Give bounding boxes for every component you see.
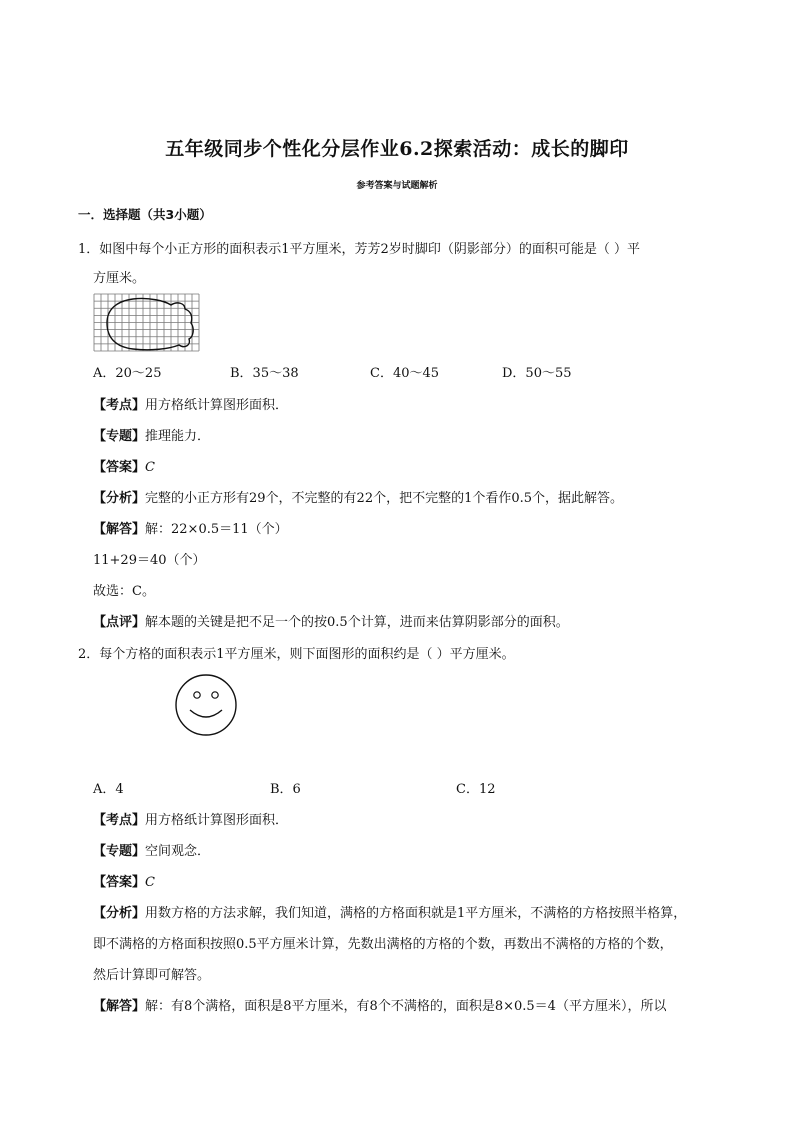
q2-option-a: A．4 (93, 782, 124, 797)
q1-jieda-tag: 【解答】 (93, 522, 146, 537)
page-title: 五年级同步个性化分层作业6.2探索活动：成长的脚印 (165, 138, 629, 160)
q1-dianping-text: 解本题的关键是把不足一个的按0.5个计算，进而来估算阴影部分的面积。 (145, 615, 569, 630)
q2-kaodian (93, 809, 288, 828)
q2-option-b: B．6 (270, 782, 301, 797)
q1-jieda (93, 518, 288, 537)
q1-kaodian-text: 用方格纸计算图形面积． (145, 398, 289, 413)
q2-fenxi-line3: 然后计算即可解答。 (93, 968, 211, 983)
footprint-grid-figure (93, 293, 201, 353)
q2-daan-tag: 【答案】 (93, 875, 146, 890)
q1-jieda-line1: 解：22×0.5＝11（个） (145, 522, 288, 537)
q1-daan-tag: 【答案】 (93, 460, 146, 475)
q2-zhuanti-tag: 【专题】 (93, 844, 146, 859)
q1-dianping (93, 611, 569, 630)
q2-stem: 2．每个方格的面积表示1平方厘米，则下面图形的面积约是（ ）平方厘米。 (78, 647, 515, 662)
q2-option-c: C．12 (456, 782, 496, 797)
q1-fenxi (93, 487, 623, 506)
q1-daan (93, 456, 155, 475)
q2-zhuanti (93, 840, 210, 859)
q1-dianping-tag: 【点评】 (93, 615, 146, 630)
q1-option-d: D．50～55 (502, 366, 572, 381)
q1-fenxi-text: 完整的小正方形有29个，不完整的有22个，把不完整的1个看作0.5个，据此解答。 (145, 491, 624, 506)
q1-zhuanti (93, 425, 210, 444)
q2-jieda-line1: 解：有8个满格，面积是8平方厘米，有8个不满格的，面积是8×0.5＝4（平方厘米），所以 (145, 999, 667, 1014)
q1-stem-line1: 1．如图中每个小正方形的面积表示1平方厘米，芳芳2岁时脚印（阴影部分）的面积可能是（ ）平 (78, 242, 640, 257)
q2-fenxi (93, 902, 686, 921)
q2-fenxi-tag: 【分析】 (93, 906, 146, 921)
q2-fenxi-line2: 即不满格的方格面积按照0.5平方厘米计算，先数出满格的方格的个数，再数出不满格的方格的个数， (93, 937, 673, 952)
q2-daan (93, 871, 155, 890)
q1-option-b: B．35～38 (230, 366, 299, 381)
q2-jieda-tag: 【解答】 (93, 999, 146, 1014)
q1-daan-text: C (145, 460, 155, 475)
q2-fenxi-line1: 用数方格的方法求解，我们知道，满格的方格面积就是1平方厘米，不满格的方格按照半格算， (145, 906, 687, 921)
q1-jieda-line2: 11+29＝40（个） (93, 553, 206, 568)
q1-option-a: A．20～25 (93, 366, 162, 381)
q1-jieda-line3: 故选：C。 (93, 584, 155, 599)
smiley-face-figure (172, 672, 240, 738)
q2-kaodian-tag: 【考点】 (93, 813, 146, 828)
page-subtitle: 参考答案与试题解析 (356, 181, 438, 191)
q1-stem-line2: 方厘米。 (93, 271, 146, 286)
q1-kaodian (93, 394, 288, 413)
q2-zhuanti-text: 空间观念． (145, 844, 211, 859)
section-heading: 一．选择题（共3小题） (78, 207, 212, 222)
q2-kaodian-text: 用方格纸计算图形面积． (145, 813, 289, 828)
q2-jieda (93, 995, 666, 1014)
q1-option-c: C．40～45 (370, 366, 440, 381)
q2-daan-text: C (145, 875, 155, 890)
q1-zhuanti-text: 推理能力． (145, 429, 211, 444)
q1-zhuanti-tag: 【专题】 (93, 429, 146, 444)
q1-kaodian-tag: 【考点】 (93, 398, 146, 413)
q1-fenxi-tag: 【分析】 (93, 491, 146, 506)
